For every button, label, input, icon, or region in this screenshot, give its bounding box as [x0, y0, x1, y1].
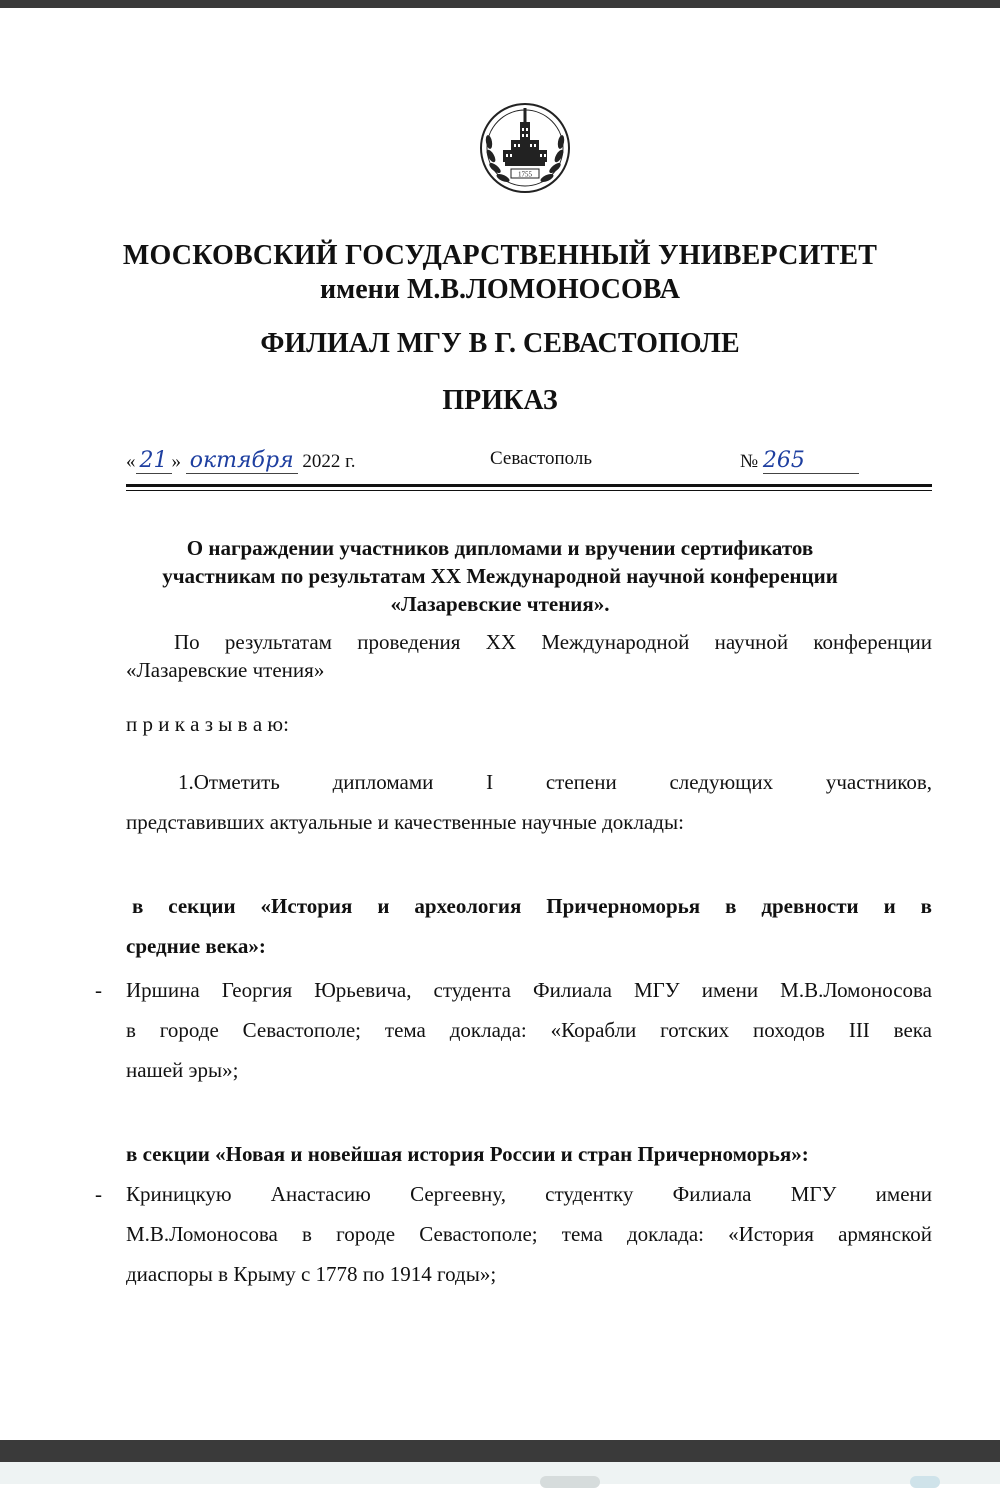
quote-open: «: [126, 451, 136, 472]
order-number: [740, 448, 859, 474]
viewer-bottom-bar: [0, 1440, 1000, 1462]
section-2-title: в секции «Новая и новейшая история России и стран Причерноморья»:: [126, 1142, 809, 1166]
university-name: имени М.В.ЛОМОНОСОВА: [320, 274, 680, 305]
university-title: МОСКОВСКИЙ ГОСУДАРСТВЕННЫЙ УНИВЕРСИТЕТ: [122, 240, 878, 271]
header-rule-thin: [126, 490, 932, 491]
item1-line-2: представивших актуальные и качественные научные доклады:: [126, 810, 684, 834]
msu-emblem-icon: [475, 96, 575, 201]
intro-line-1: По результатам проведения XX Международной научной конференции: [174, 630, 932, 654]
section-1-title-line-2: средние века»:: [126, 934, 266, 958]
taskbar-strip: [0, 1462, 1000, 1484]
viewer-top-bar: [0, 0, 1000, 8]
date-year: 2022 г.: [302, 451, 356, 472]
date-month: октября: [186, 448, 298, 474]
taskbar-item: [910, 1476, 940, 1488]
order-word: п р и к а з ы в а ю:: [126, 712, 289, 736]
branch-title: ФИЛИАЛ МГУ В Г. СЕВАСТОПОЛЕ: [260, 328, 740, 359]
subject-line: О награждении участников дипломами и вручении сертификатов: [186, 536, 814, 560]
taskbar-item: [540, 1476, 600, 1488]
section-2-entry-line-1: Криницкую Анастасию Сергеевну, студентку Филиала МГУ имени: [126, 1182, 932, 1206]
list-dash: -: [95, 1182, 102, 1206]
document-type: ПРИКАЗ: [442, 385, 558, 416]
date-day: 21: [136, 448, 172, 474]
order-date: [126, 448, 356, 473]
number-value: 265: [763, 448, 859, 474]
section-1-entry-line-2: в городе Севастополе; тема доклада: «Корабли готских походов III века: [126, 1018, 932, 1042]
section-1-title-line-1: в секции «История и археология Причерноморья в древности и в: [132, 894, 932, 918]
number-label: №: [740, 451, 759, 472]
section-2-entry-line-2: М.В.Ломоносова в городе Севастополе; тема доклада: «История армянской: [126, 1222, 932, 1246]
section-2-entry-line-3: диаспоры в Крыму с 1778 по 1914 годы»;: [126, 1262, 497, 1286]
list-dash: -: [95, 978, 102, 1002]
order-subject: [0, 534, 1000, 618]
intro-line-2: «Лазаревские чтения»: [126, 658, 325, 682]
section-1-entry-line-1: Иршина Георгия Юрьевича, студента Филиала МГУ имени М.В.Ломоносова: [126, 978, 932, 1002]
subject-line: участникам по результатам XX Международной научной конференции: [162, 564, 838, 588]
section-1-entry-line-3: нашей эры»;: [126, 1058, 239, 1082]
emblem-year: 1755: [518, 170, 532, 179]
quote-close: »: [171, 451, 181, 472]
order-city: Севастополь: [490, 448, 593, 469]
item1-line-1: 1.Отметить дипломами I степени следующих участников,: [178, 770, 932, 794]
subject-line: «Лазаревские чтения».: [390, 592, 610, 616]
header-rule-thick: [126, 484, 932, 487]
document-page: [0, 8, 1000, 1440]
